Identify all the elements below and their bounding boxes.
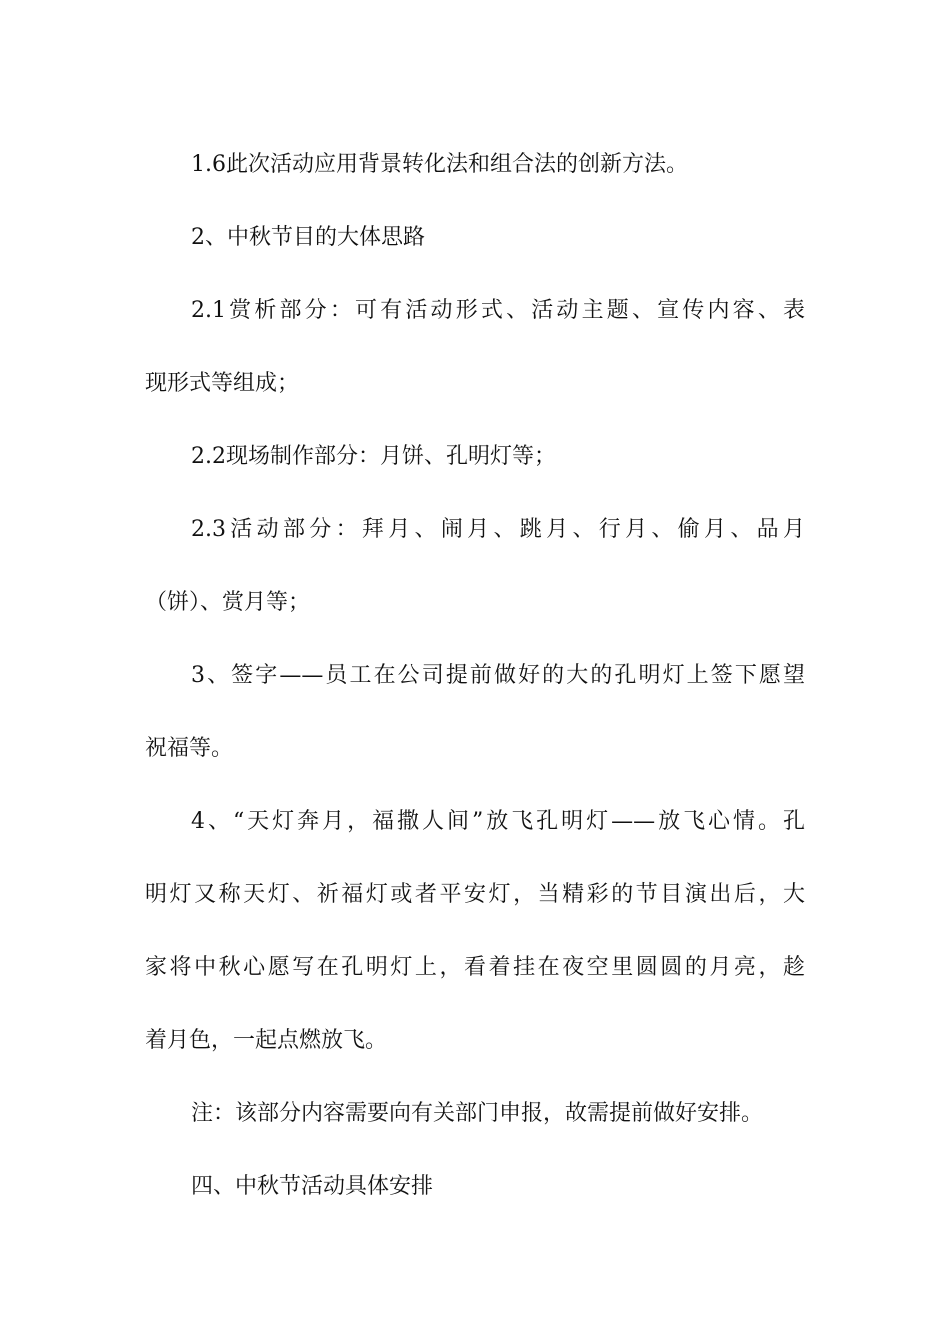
- paragraph-2-1-appreciation: [145, 274, 805, 420]
- paragraph-4-sky-lanterns: [145, 785, 805, 1077]
- paragraph-2-program-ideas: [145, 201, 805, 274]
- text-line: 明灯又称天灯、祈福灯或者平安灯，当精彩的节目演出后，大: [145, 882, 805, 907]
- paragraph-note: [145, 1077, 805, 1150]
- text-line: 祝福等。: [145, 736, 234, 761]
- text-line: 2.2现场制作部分：月饼、孔明灯等；: [191, 444, 556, 469]
- document-body: [145, 128, 805, 1223]
- text-line: 1.6此次活动应用背景转化法和组合法的创新方法。: [191, 152, 688, 177]
- text-line: 4、“天灯奔月，福撒人间”放飞孔明灯——放飞心情。孔: [191, 809, 805, 834]
- text-line: 2.3活动部分：拜月、闹月、跳月、行月、偷月、品月: [191, 517, 805, 542]
- text-line: 着月色，一起点燃放飞。: [145, 1028, 388, 1053]
- text-line: 2、中秋节目的大体思路: [191, 225, 425, 250]
- paragraph-1-6-method: [145, 128, 805, 201]
- text-line: 注：该部分内容需要向有关部门申报，故需提前做好安排。: [191, 1101, 764, 1126]
- text-line: 家将中秋心愿写在孔明灯上，看着挂在夜空里圆圆的月亮，趁: [145, 955, 805, 980]
- paragraph-3-signing: [145, 639, 805, 785]
- section-heading-4-arrangement: [145, 1150, 805, 1223]
- text-line: 现形式等组成；: [145, 371, 300, 396]
- paragraph-2-2-onsite-making: [145, 420, 805, 493]
- text-line: （饼）、赏月等；: [145, 590, 311, 615]
- text-line: 3、签字——员工在公司提前做好的大的孔明灯上签下愿望: [191, 663, 805, 688]
- paragraph-2-3-activities: [145, 493, 805, 639]
- text-line: 四、中秋节活动具体安排: [191, 1174, 434, 1199]
- text-line: 2.1赏析部分：可有活动形式、活动主题、宣传内容、表: [191, 298, 805, 323]
